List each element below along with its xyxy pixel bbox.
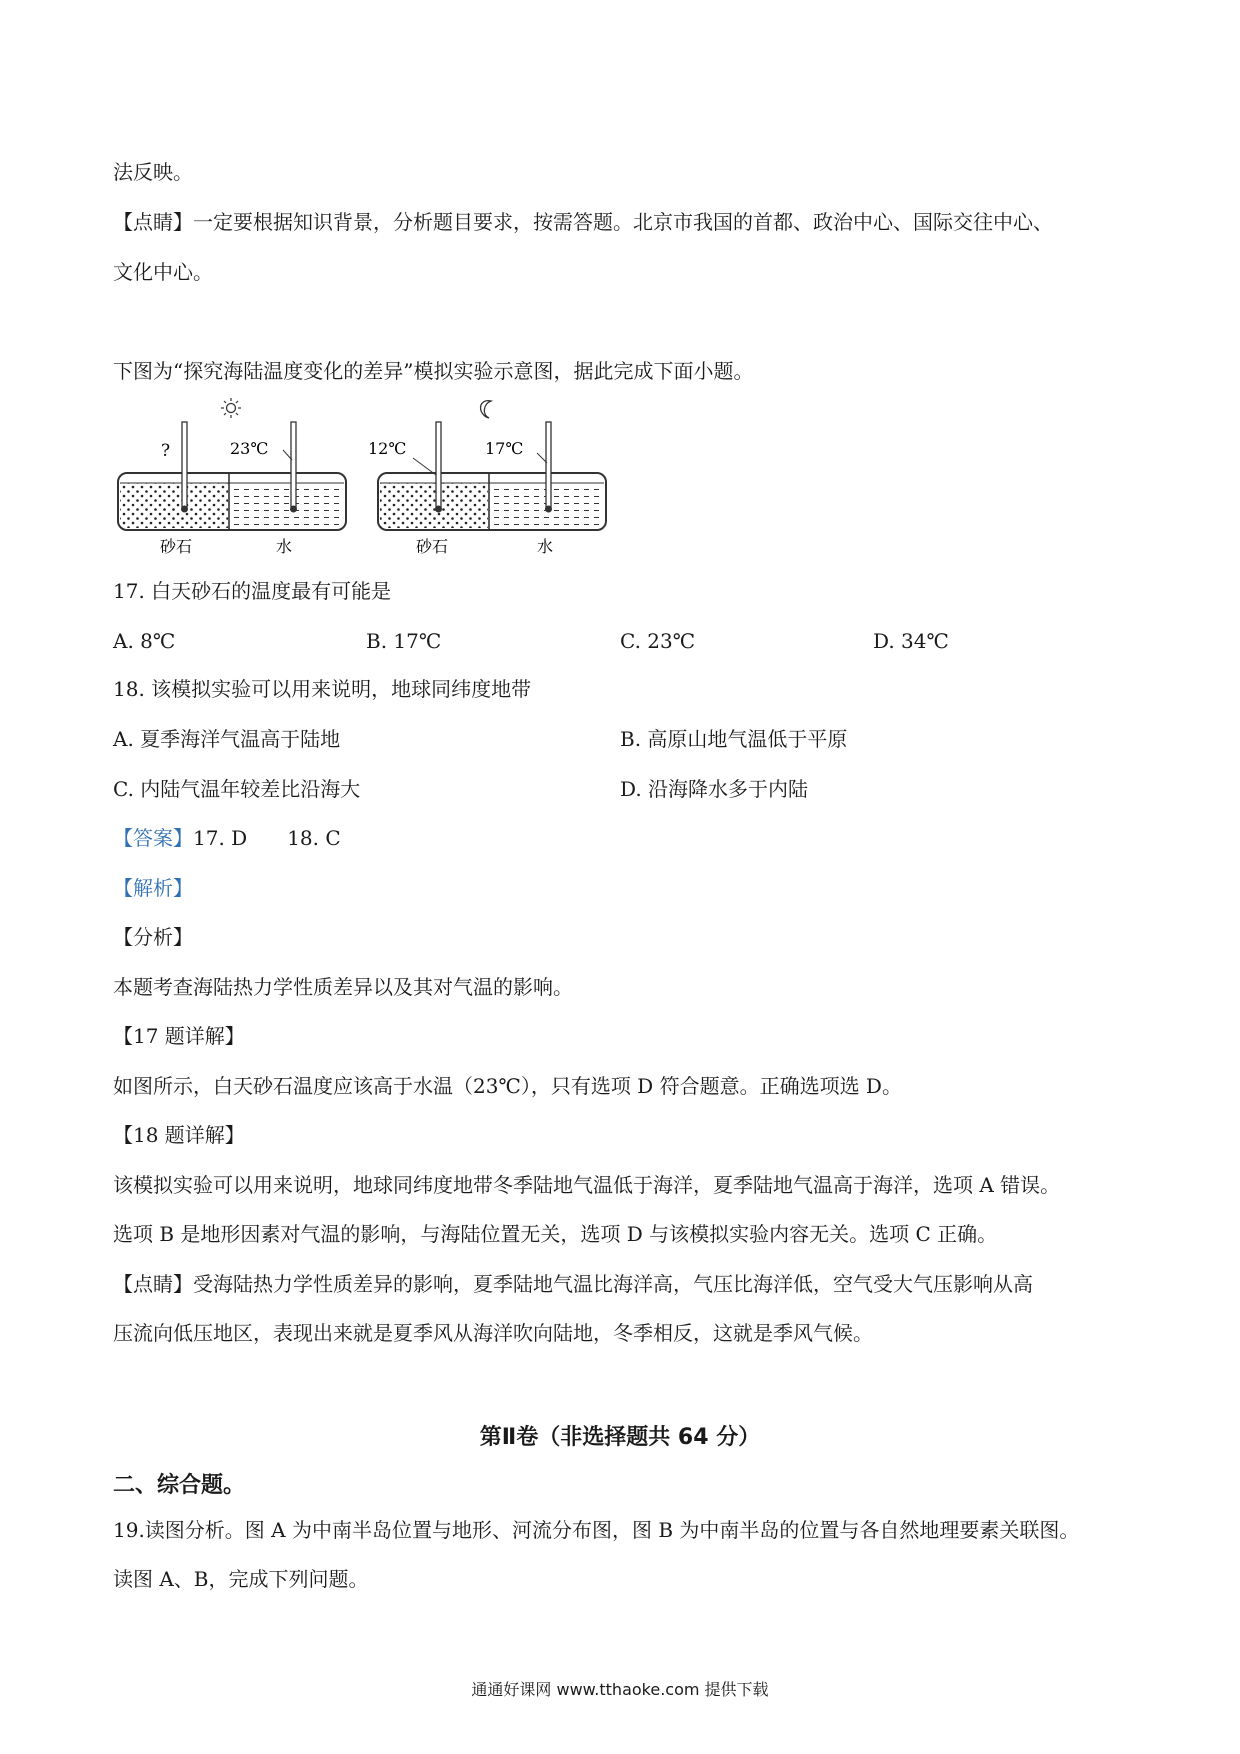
water-label: 水 [276, 537, 293, 556]
sand-label: 砂石 [160, 537, 193, 556]
thermometer [546, 422, 551, 507]
water-section [230, 483, 344, 528]
page-footer: 通通好课网 www.tthaoke.com 提供下载 [471, 1680, 769, 1699]
part2-title: 第Ⅱ卷（非选择题共 64 分） [479, 1425, 761, 1450]
answer-17: 17. D [193, 826, 248, 850]
q18-option-b: B. 高原山地气温低于平原 [620, 727, 848, 751]
sand-label: 砂石 [416, 537, 449, 556]
water-temp-label: 23℃ [230, 439, 269, 458]
detail-18-text-1: 该模拟实验可以用来说明，地球同纬度地带冬季陆地气温低于海洋，夏季陆地气温高于海洋，选项 A 错误。 [113, 1173, 1061, 1197]
q19-line-2: 读图 A、B，完成下列问题。 [113, 1567, 369, 1591]
q18-option-c: C. 内陆气温年较差比沿海大 [113, 777, 361, 801]
q18-stem: 18. 该模拟实验可以用来说明，地球同纬度地带 [113, 677, 532, 701]
answer-18: 18. C [287, 826, 341, 850]
q19-line-1: 19.读图分析。图 A 为中南半岛位置与地形、河流分布图，图 B 为中南半岛的位置与各自然地理要素关联图。 [113, 1518, 1080, 1542]
water-temp-label: 17℃ [485, 439, 524, 458]
detail-17-text: 如图所示，白天砂石温度应该高于水温（23℃），只有选项 D 符合题意。正确选项选 D。 [113, 1074, 902, 1098]
detail-18-text-2: 选项 B 是地形因素对气温的影响，与海陆位置无关，选项 D 与该模拟实验内容无关。选项 C 正确。 [113, 1222, 998, 1246]
dianjing-2-line-1: 【点睛】受海陆热力学性质差异的影响，夏季陆地气温比海洋高，气压比海洋低，空气受大气压影响从高 [113, 1272, 1033, 1296]
water-label: 水 [537, 537, 554, 556]
q17-option-d: D. 34℃ [873, 629, 949, 653]
detail-18-title: 【18 题详解】 [113, 1123, 245, 1147]
q18-option-a: A. 夏季海洋气温高于陆地 [113, 727, 341, 751]
thermometer [291, 422, 296, 507]
q17-option-b: B. 17℃ [366, 629, 442, 653]
answer-label: 【答案】 [113, 826, 193, 850]
q17-option-a: A. 8℃ [113, 629, 176, 653]
thermometer [182, 422, 187, 507]
answer-line [113, 824, 341, 852]
sand-section [380, 483, 488, 528]
section-heading: 二、综合题。 [113, 1473, 246, 1498]
q17-stem: 17. 白天砂石的温度最有可能是 [113, 579, 392, 603]
detail-17-title: 【17 题详解】 [113, 1024, 245, 1048]
fenxi-text: 本题考查海陆热力学性质差异以及其对气温的影响。 [113, 975, 573, 999]
experiment-figure [113, 395, 613, 560]
moon-icon [481, 401, 491, 418]
analysis-label: 【解析】 [113, 876, 193, 900]
figure-intro: 下图为“探究海陆温度变化的差异”模拟实验示意图，据此完成下面小题。 [113, 359, 754, 383]
sun-icon [221, 398, 241, 418]
sand-section [120, 483, 228, 528]
q17-option-c: C. 23℃ [620, 629, 696, 653]
paragraph-line: 法反映。 [113, 160, 193, 184]
dianjing-line-2: 文化中心。 [113, 260, 213, 284]
dianjing-line-1: 【点睛】一定要根据知识背景，分析题目要求，按需答题。北京市我国的首都、政治中心、国际交往中心、 [113, 210, 1053, 234]
thermometer [436, 422, 441, 507]
q18-option-d: D. 沿海降水多于内陆 [620, 777, 809, 801]
unknown-temp-label: ? [161, 441, 171, 461]
fenxi-label: 【分析】 [113, 925, 193, 949]
sand-temp-label: 12℃ [368, 439, 407, 458]
dianjing-2-line-2: 压流向低压地区，表现出来就是夏季风从海洋吹向陆地，冬季相反，这就是季风气候。 [113, 1321, 873, 1345]
